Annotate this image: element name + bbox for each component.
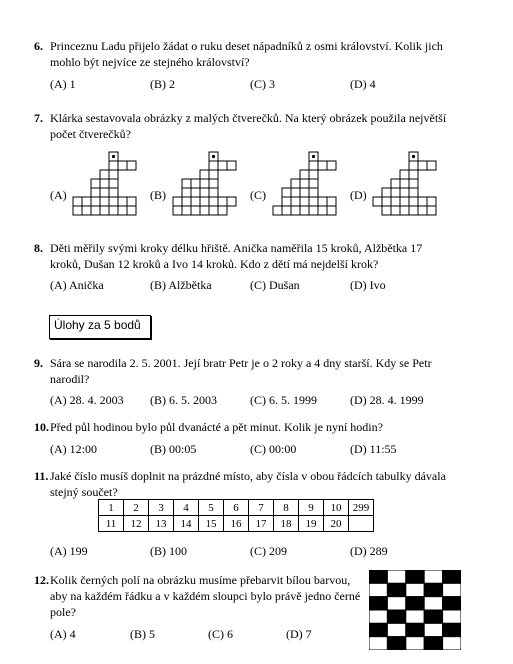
figure-label-c: (C) <box>250 188 266 202</box>
figure-dot <box>112 155 115 158</box>
option-d: (D) 4 <box>350 77 376 91</box>
white-cell <box>406 610 424 623</box>
sum-table <box>98 499 374 532</box>
table-cell: 7 <box>249 500 274 516</box>
figure-square <box>200 197 209 206</box>
figure-label-b: (B) <box>150 188 166 202</box>
figure-square <box>127 197 136 206</box>
figure-square <box>200 188 209 197</box>
white-cell <box>369 637 387 650</box>
question-number: 6. <box>34 39 43 53</box>
white-cell <box>406 583 424 596</box>
figure-square <box>391 188 400 197</box>
black-cell <box>369 623 387 636</box>
figure-square <box>118 206 127 215</box>
figure-square <box>100 179 109 188</box>
figure-square <box>91 179 100 188</box>
option-d: (D) 289 <box>350 544 388 558</box>
figure-square <box>327 197 336 206</box>
option-b: (B) 5 <box>130 627 155 641</box>
option-c: (C) 209 <box>250 544 287 558</box>
table-cell: 3 <box>149 500 174 516</box>
table-cell: 18 <box>274 516 299 532</box>
white-cell <box>369 610 387 623</box>
table-cell: 20 <box>324 516 349 532</box>
figure-square <box>209 188 218 197</box>
question-8 <box>34 240 474 292</box>
question-text: Jaké číslo musíš doplnit na prázdné místo, aby čísla v obou řádcích tabulky dávala stejný součet? <box>50 469 446 499</box>
figure-square <box>218 197 227 206</box>
option-a: (A) 28. 4. 2003 <box>50 393 124 407</box>
figure-square <box>409 206 418 215</box>
figure-dot <box>312 155 315 158</box>
figure-square <box>100 206 109 215</box>
figure-square <box>409 161 418 170</box>
option-b: (B) 2 <box>150 77 175 91</box>
table-cell: 2 <box>124 500 149 516</box>
table-cell: 299 <box>349 500 374 516</box>
figure-square <box>327 206 336 215</box>
black-cell <box>387 637 405 650</box>
figure-square <box>127 161 136 170</box>
figure-b <box>172 147 242 219</box>
figure-square <box>309 161 318 170</box>
table-cell: 1 <box>99 500 124 516</box>
figure-square <box>100 197 109 206</box>
figure-square <box>227 197 236 206</box>
figure-square <box>191 179 200 188</box>
figure-square <box>300 170 309 179</box>
figure-square <box>382 197 391 206</box>
figure-square <box>273 206 282 215</box>
figure-square <box>309 197 318 206</box>
figure-label-a: (A) <box>50 188 67 202</box>
white-cell <box>443 637 461 650</box>
figure-square <box>118 161 127 170</box>
black-cell <box>424 637 442 650</box>
figure-dot <box>412 155 415 158</box>
figure-square <box>282 206 291 215</box>
option-b: (B) 6. 5. 2003 <box>150 393 217 407</box>
white-cell <box>443 583 461 596</box>
figure-square <box>309 188 318 197</box>
figure-square <box>91 188 100 197</box>
figure-square <box>382 206 391 215</box>
black-cell <box>443 623 461 636</box>
figure-square <box>182 197 191 206</box>
white-cell <box>387 623 405 636</box>
figure-square <box>291 197 300 206</box>
figure-square <box>182 188 191 197</box>
white-cell <box>406 637 424 650</box>
table-row <box>99 516 374 532</box>
figure-square <box>218 206 227 215</box>
figure-square <box>109 188 118 197</box>
figure-square <box>209 161 218 170</box>
figure-square <box>182 206 191 215</box>
question-text: Klárka sestavovala obrázky z malých čtverečků. Na který obrázek použila největší počet čtverečků? <box>50 111 447 141</box>
figure-square <box>91 206 100 215</box>
white-cell <box>424 597 442 610</box>
black-cell <box>443 597 461 610</box>
question-number: 8. <box>34 241 43 255</box>
figure-square <box>409 197 418 206</box>
question-number: 10. <box>34 420 49 434</box>
figure-square <box>327 161 336 170</box>
question-9 <box>34 355 474 407</box>
figure-square <box>200 170 209 179</box>
figure-square <box>82 206 91 215</box>
figure-square <box>400 179 409 188</box>
option-c: (C) 00:00 <box>250 442 297 456</box>
figure-square <box>291 188 300 197</box>
white-cell <box>424 570 442 583</box>
white-cell <box>387 570 405 583</box>
table-cell: 19 <box>299 516 324 532</box>
figure-square <box>418 161 427 170</box>
figure-square <box>409 170 418 179</box>
figure-square <box>100 188 109 197</box>
checkerboard-figure <box>369 570 461 650</box>
table-cell: 6 <box>224 500 249 516</box>
figure-square <box>73 197 82 206</box>
figure-square <box>182 179 191 188</box>
question-text: Kolik černých polí na obrázku musíme přebarvit bílou barvou, aby na každém řádku a v každém sloupci bylo právě jedno černé pole? <box>50 573 361 619</box>
figure-square <box>282 188 291 197</box>
figure-square <box>173 197 182 206</box>
section-header <box>49 315 151 339</box>
table-cell: 14 <box>174 516 199 532</box>
option-c: (C) 3 <box>250 77 275 91</box>
figure-square <box>427 206 436 215</box>
figure-square <box>318 197 327 206</box>
table-cell: 9 <box>299 500 324 516</box>
figure-square <box>427 197 436 206</box>
figure-square <box>409 179 418 188</box>
question-text: Před půl hodinou bylo půl dvanácté a pět minut. Kolik je nyní hodin? <box>50 420 383 434</box>
figure-square <box>309 170 318 179</box>
figure-square <box>109 206 118 215</box>
figure-square <box>291 206 300 215</box>
black-cell <box>369 597 387 610</box>
black-cell <box>406 570 424 583</box>
black-cell <box>369 570 387 583</box>
figure-square <box>209 206 218 215</box>
figure-square <box>209 197 218 206</box>
white-cell <box>424 623 442 636</box>
black-cell <box>443 570 461 583</box>
table-cell: 15 <box>199 516 224 532</box>
question-text: Děti měřily svými kroky délku hřiště. Anička naměřila 15 kroků, Alžbětka 17 kroků, Dušan 12 kroků a Ivo 14 kroků. Kdo z dětí má nejdelší krok? <box>50 241 423 271</box>
option-c: (C) 6. 5. 1999 <box>250 393 317 407</box>
figure-square <box>300 188 309 197</box>
option-a: (A) 1 <box>50 77 76 91</box>
option-a: (A) 12:00 <box>50 442 97 456</box>
table-cell: 16 <box>224 516 249 532</box>
blank-cell <box>349 516 374 532</box>
figure-square <box>109 197 118 206</box>
figure-square <box>427 161 436 170</box>
figure-square <box>400 188 409 197</box>
option-b: (B) Alžbětka <box>150 278 212 292</box>
figure-square <box>73 206 82 215</box>
figure-square <box>200 179 209 188</box>
question-10 <box>34 419 474 456</box>
question-7 <box>34 110 474 141</box>
figure-square <box>318 161 327 170</box>
figure-square <box>300 179 309 188</box>
figure-square <box>82 197 91 206</box>
option-d: (D) 28. 4. 1999 <box>350 393 424 407</box>
white-cell <box>443 610 461 623</box>
figure-square <box>118 197 127 206</box>
option-c: (C) 6 <box>208 627 233 641</box>
black-cell <box>424 583 442 596</box>
option-c: (C) Dušan <box>250 278 300 292</box>
option-d: (D) Ivo <box>350 278 386 292</box>
option-a: (A) 199 <box>50 544 88 558</box>
figure-square <box>227 161 236 170</box>
figure-square <box>400 170 409 179</box>
question-number: 7. <box>34 111 43 125</box>
figure-square <box>409 188 418 197</box>
question-text: Princeznu Ladu přijelo žádat o ruku deset nápadníků z osmi království. Kolik jich mohlo být nejvíce ze stejného království? <box>50 39 443 69</box>
figure-square <box>391 179 400 188</box>
table-row <box>99 500 374 516</box>
black-cell <box>406 597 424 610</box>
question-number: 9. <box>34 356 43 370</box>
figure-dot <box>212 155 215 158</box>
figure-square <box>391 197 400 206</box>
option-b: (B) 100 <box>150 544 187 558</box>
question-6 <box>34 38 474 91</box>
figure-square <box>191 206 200 215</box>
figure-square <box>127 206 136 215</box>
figure-square <box>191 188 200 197</box>
question-number: 12. <box>34 573 49 587</box>
question-12 <box>34 572 364 641</box>
figure-square <box>373 197 382 206</box>
table-cell: 4 <box>174 500 199 516</box>
figure-square <box>109 179 118 188</box>
figure-square <box>173 206 182 215</box>
figure-square <box>318 206 327 215</box>
figure-square <box>209 170 218 179</box>
figure-square <box>400 206 409 215</box>
white-cell <box>387 597 405 610</box>
black-cell <box>387 583 405 596</box>
figure-square <box>309 179 318 188</box>
figure-square <box>300 197 309 206</box>
figure-square <box>109 170 118 179</box>
figure-c <box>272 147 342 219</box>
figure-square <box>418 197 427 206</box>
table-cell: 12 <box>124 516 149 532</box>
table-cell: 10 <box>324 500 349 516</box>
figure-square <box>382 188 391 197</box>
figure-square <box>209 179 218 188</box>
white-cell <box>369 583 387 596</box>
table-cell: 11 <box>99 516 124 532</box>
question-text: Sára se narodila 2. 5. 2001. Její bratr Petr je o 2 roky a 4 dny starší. Kdy se Petr narodil? <box>50 356 432 386</box>
figure-square <box>218 161 227 170</box>
figure-square <box>309 206 318 215</box>
option-d: (D) 7 <box>286 627 312 641</box>
figure-square <box>191 197 200 206</box>
figure-square <box>100 170 109 179</box>
figure-square <box>391 206 400 215</box>
option-a: (A) 4 <box>50 627 76 641</box>
question-number: 11. <box>34 469 49 483</box>
option-a: (A) Anička <box>50 278 104 292</box>
table-cell: 5 <box>199 500 224 516</box>
figure-square <box>418 206 427 215</box>
table-cell: 17 <box>249 516 274 532</box>
figure-square <box>300 206 309 215</box>
figure-label-d: (D) <box>350 188 367 202</box>
figure-square <box>282 197 291 206</box>
option-b: (B) 00:05 <box>150 442 197 456</box>
section-label: Úlohy za 5 bodů <box>54 318 141 332</box>
option-d: (D) 11:55 <box>350 442 397 456</box>
black-cell <box>406 623 424 636</box>
figure-square <box>200 206 209 215</box>
figure-square <box>109 161 118 170</box>
table-cell: 13 <box>149 516 174 532</box>
black-cell <box>424 610 442 623</box>
figure-square <box>91 197 100 206</box>
figure-a <box>72 147 142 219</box>
figure-square <box>291 179 300 188</box>
table-cell: 8 <box>274 500 299 516</box>
black-cell <box>387 610 405 623</box>
figure-d <box>372 147 442 219</box>
figure-square <box>400 197 409 206</box>
